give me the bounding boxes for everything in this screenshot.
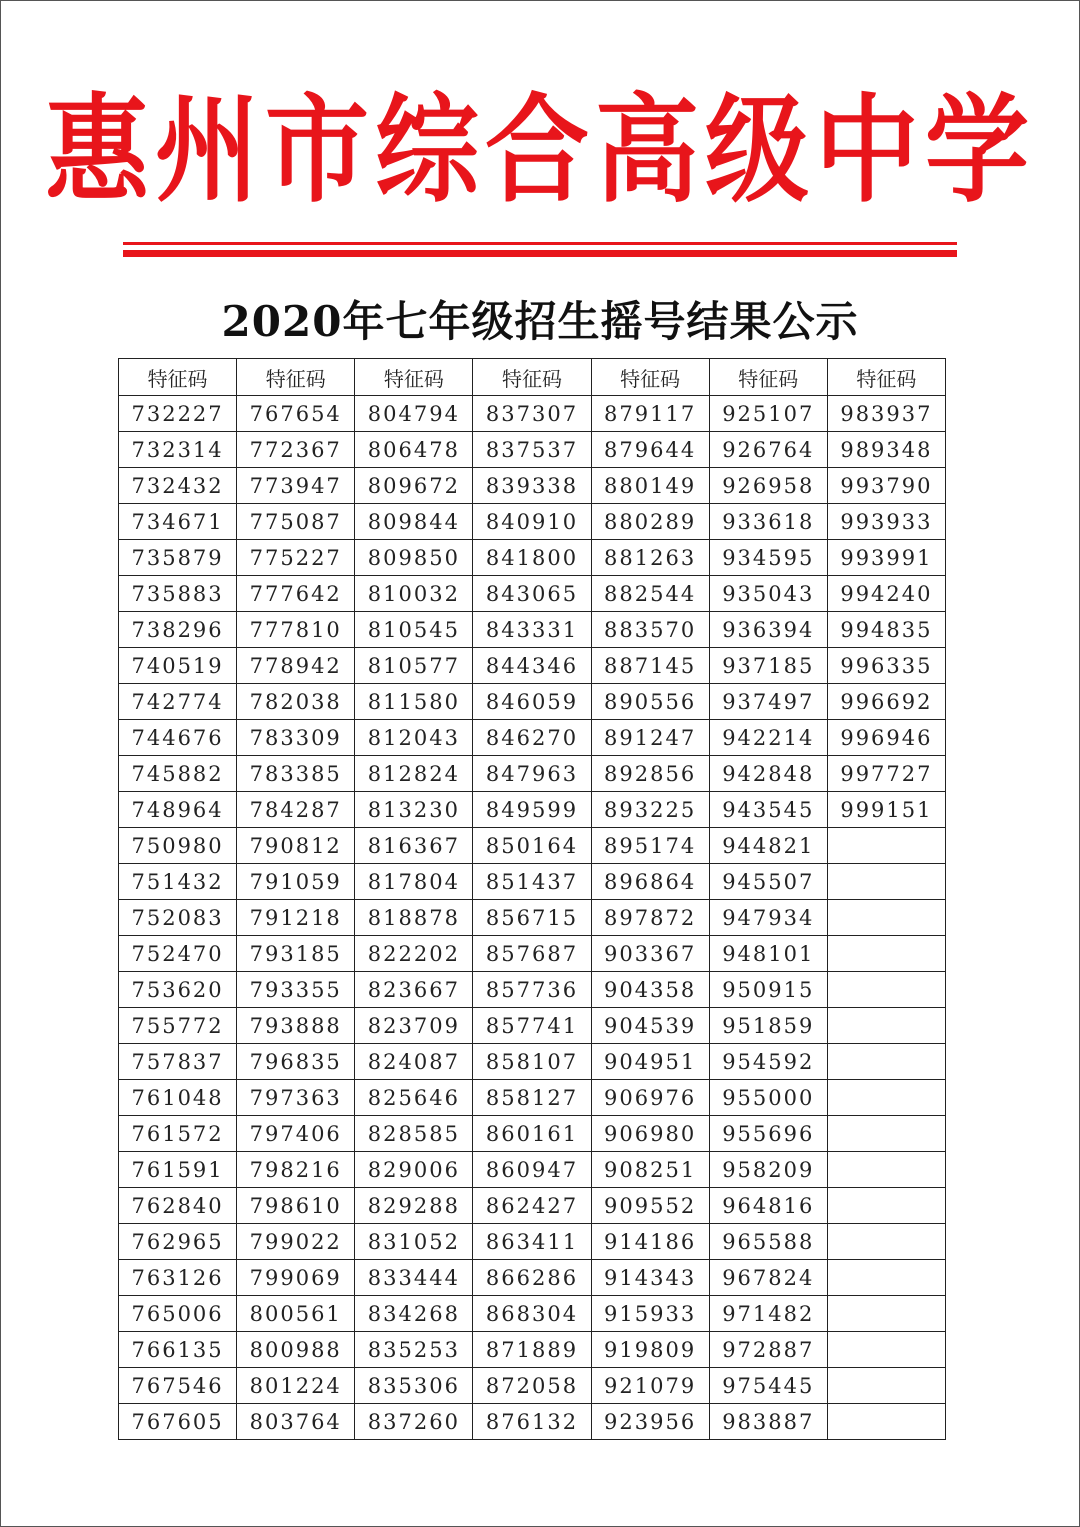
table-row bbox=[119, 1332, 946, 1368]
table-row bbox=[119, 1008, 946, 1044]
code-cell: 904951 bbox=[591, 1044, 709, 1080]
code-cell: 971482 bbox=[709, 1296, 827, 1332]
table-row bbox=[119, 396, 946, 432]
code-cell: 835306 bbox=[355, 1368, 473, 1404]
code-cell: 740519 bbox=[119, 648, 237, 684]
code-cell: 945507 bbox=[709, 864, 827, 900]
code-cell: 846270 bbox=[473, 720, 591, 756]
table-row bbox=[119, 1404, 946, 1440]
code-cell bbox=[827, 1080, 945, 1116]
code-cell bbox=[827, 1260, 945, 1296]
code-cell: 880149 bbox=[591, 468, 709, 504]
code-cell: 943545 bbox=[709, 792, 827, 828]
table-row bbox=[119, 1260, 946, 1296]
code-cell: 797406 bbox=[237, 1116, 355, 1152]
code-cell: 784287 bbox=[237, 792, 355, 828]
code-cell: 833444 bbox=[355, 1260, 473, 1296]
code-cell bbox=[827, 972, 945, 1008]
code-cell: 761572 bbox=[119, 1116, 237, 1152]
code-cell: 893225 bbox=[591, 792, 709, 828]
document-title: 2020年七年级招生摇号结果公示 bbox=[221, 297, 859, 346]
table-row bbox=[119, 828, 946, 864]
table-row bbox=[119, 972, 946, 1008]
table-row bbox=[119, 936, 946, 972]
code-cell: 823667 bbox=[355, 972, 473, 1008]
code-cell: 914186 bbox=[591, 1224, 709, 1260]
code-cell: 857741 bbox=[473, 1008, 591, 1044]
column-header: 特征码 bbox=[119, 359, 237, 396]
code-cell: 752083 bbox=[119, 900, 237, 936]
table-row bbox=[119, 612, 946, 648]
code-cell: 797363 bbox=[237, 1080, 355, 1116]
code-cell: 906976 bbox=[591, 1080, 709, 1116]
code-cell bbox=[827, 1296, 945, 1332]
code-cell: 958209 bbox=[709, 1152, 827, 1188]
code-cell: 767654 bbox=[237, 396, 355, 432]
code-cell: 950915 bbox=[709, 972, 827, 1008]
code-cell: 837537 bbox=[473, 432, 591, 468]
code-cell bbox=[827, 1368, 945, 1404]
code-cell: 796835 bbox=[237, 1044, 355, 1080]
table-row bbox=[119, 432, 946, 468]
code-cell: 813230 bbox=[355, 792, 473, 828]
code-cell: 904358 bbox=[591, 972, 709, 1008]
code-cell: 892856 bbox=[591, 756, 709, 792]
table-row bbox=[119, 1116, 946, 1152]
code-cell: 810032 bbox=[355, 576, 473, 612]
code-cell: 806478 bbox=[355, 432, 473, 468]
code-cell: 823709 bbox=[355, 1008, 473, 1044]
code-cell: 783309 bbox=[237, 720, 355, 756]
code-cell: 732227 bbox=[119, 396, 237, 432]
code-cell: 933618 bbox=[709, 504, 827, 540]
header-divider-thin bbox=[123, 242, 957, 245]
code-cell: 915933 bbox=[591, 1296, 709, 1332]
table-row bbox=[119, 468, 946, 504]
code-cell: 841800 bbox=[473, 540, 591, 576]
code-cell: 868304 bbox=[473, 1296, 591, 1332]
code-cell: 837260 bbox=[355, 1404, 473, 1440]
code-cell: 997727 bbox=[827, 756, 945, 792]
column-header: 特征码 bbox=[591, 359, 709, 396]
code-cell: 919809 bbox=[591, 1332, 709, 1368]
code-cell: 791059 bbox=[237, 864, 355, 900]
column-header: 特征码 bbox=[827, 359, 945, 396]
code-cell: 883570 bbox=[591, 612, 709, 648]
table-row bbox=[119, 1080, 946, 1116]
code-cell: 942214 bbox=[709, 720, 827, 756]
code-cell: 829006 bbox=[355, 1152, 473, 1188]
code-cell: 798610 bbox=[237, 1188, 355, 1224]
code-cell: 738296 bbox=[119, 612, 237, 648]
code-cell: 810545 bbox=[355, 612, 473, 648]
code-cell: 831052 bbox=[355, 1224, 473, 1260]
code-cell: 890556 bbox=[591, 684, 709, 720]
code-cell: 975445 bbox=[709, 1368, 827, 1404]
table-row bbox=[119, 1044, 946, 1080]
table-row bbox=[119, 576, 946, 612]
code-cell: 897872 bbox=[591, 900, 709, 936]
code-cell: 914343 bbox=[591, 1260, 709, 1296]
code-cell: 880289 bbox=[591, 504, 709, 540]
code-cell: 849599 bbox=[473, 792, 591, 828]
code-cell: 732432 bbox=[119, 468, 237, 504]
code-cell: 935043 bbox=[709, 576, 827, 612]
code-cell: 782038 bbox=[237, 684, 355, 720]
code-cell: 896864 bbox=[591, 864, 709, 900]
code-cell: 856715 bbox=[473, 900, 591, 936]
code-cell: 994835 bbox=[827, 612, 945, 648]
code-cell: 829288 bbox=[355, 1188, 473, 1224]
code-cell: 937497 bbox=[709, 684, 827, 720]
column-header: 特征码 bbox=[473, 359, 591, 396]
code-cell: 761048 bbox=[119, 1080, 237, 1116]
code-cell: 777810 bbox=[237, 612, 355, 648]
code-cell bbox=[827, 900, 945, 936]
table-row bbox=[119, 1152, 946, 1188]
code-cell: 857736 bbox=[473, 972, 591, 1008]
code-cell: 817804 bbox=[355, 864, 473, 900]
code-cell: 965588 bbox=[709, 1224, 827, 1260]
table-row bbox=[119, 900, 946, 936]
code-cell bbox=[827, 1116, 945, 1152]
code-cell: 793355 bbox=[237, 972, 355, 1008]
code-cell: 851437 bbox=[473, 864, 591, 900]
code-cell: 745882 bbox=[119, 756, 237, 792]
code-cell bbox=[827, 1044, 945, 1080]
code-cell: 847963 bbox=[473, 756, 591, 792]
code-cell: 816367 bbox=[355, 828, 473, 864]
code-cell: 793888 bbox=[237, 1008, 355, 1044]
code-cell: 891247 bbox=[591, 720, 709, 756]
table-row bbox=[119, 792, 946, 828]
lottery-results-table bbox=[118, 358, 946, 1440]
code-cell: 954592 bbox=[709, 1044, 827, 1080]
code-cell: 858107 bbox=[473, 1044, 591, 1080]
code-cell: 947934 bbox=[709, 900, 827, 936]
code-cell: 773947 bbox=[237, 468, 355, 504]
code-cell: 882544 bbox=[591, 576, 709, 612]
code-cell: 801224 bbox=[237, 1368, 355, 1404]
code-cell: 800988 bbox=[237, 1332, 355, 1368]
header-divider-thick bbox=[123, 250, 957, 257]
table-row bbox=[119, 756, 946, 792]
code-cell: 818878 bbox=[355, 900, 473, 936]
code-cell: 860947 bbox=[473, 1152, 591, 1188]
code-cell: 951859 bbox=[709, 1008, 827, 1044]
code-cell: 934595 bbox=[709, 540, 827, 576]
code-cell bbox=[827, 1188, 945, 1224]
code-cell: 803764 bbox=[237, 1404, 355, 1440]
code-cell: 840910 bbox=[473, 504, 591, 540]
code-cell: 906980 bbox=[591, 1116, 709, 1152]
code-cell bbox=[827, 1224, 945, 1260]
code-cell: 876132 bbox=[473, 1404, 591, 1440]
code-cell: 942848 bbox=[709, 756, 827, 792]
table-header-row bbox=[119, 359, 946, 396]
code-cell: 762840 bbox=[119, 1188, 237, 1224]
code-cell: 828585 bbox=[355, 1116, 473, 1152]
code-cell: 778942 bbox=[237, 648, 355, 684]
table-body bbox=[119, 396, 946, 1440]
code-cell: 837307 bbox=[473, 396, 591, 432]
table-row bbox=[119, 1224, 946, 1260]
code-cell: 810577 bbox=[355, 648, 473, 684]
code-cell: 860161 bbox=[473, 1116, 591, 1152]
column-header: 特征码 bbox=[709, 359, 827, 396]
code-cell: 809850 bbox=[355, 540, 473, 576]
code-cell bbox=[827, 1008, 945, 1044]
code-cell: 844346 bbox=[473, 648, 591, 684]
code-cell: 767605 bbox=[119, 1404, 237, 1440]
code-cell: 777642 bbox=[237, 576, 355, 612]
code-cell: 744676 bbox=[119, 720, 237, 756]
code-cell: 879117 bbox=[591, 396, 709, 432]
code-cell: 850164 bbox=[473, 828, 591, 864]
code-cell: 766135 bbox=[119, 1332, 237, 1368]
code-cell: 925107 bbox=[709, 396, 827, 432]
code-cell: 839338 bbox=[473, 468, 591, 504]
code-cell: 993933 bbox=[827, 504, 945, 540]
code-cell: 809844 bbox=[355, 504, 473, 540]
code-cell: 871889 bbox=[473, 1332, 591, 1368]
code-cell: 926764 bbox=[709, 432, 827, 468]
table-row bbox=[119, 720, 946, 756]
code-cell bbox=[827, 1332, 945, 1368]
code-cell: 793185 bbox=[237, 936, 355, 972]
table-row bbox=[119, 504, 946, 540]
code-cell: 753620 bbox=[119, 972, 237, 1008]
code-cell: 955696 bbox=[709, 1116, 827, 1152]
code-cell: 834268 bbox=[355, 1296, 473, 1332]
code-cell: 909552 bbox=[591, 1188, 709, 1224]
table-row bbox=[119, 684, 946, 720]
code-cell: 767546 bbox=[119, 1368, 237, 1404]
code-cell: 825646 bbox=[355, 1080, 473, 1116]
code-cell: 964816 bbox=[709, 1188, 827, 1224]
code-cell: 798216 bbox=[237, 1152, 355, 1188]
code-cell: 735883 bbox=[119, 576, 237, 612]
code-cell: 923956 bbox=[591, 1404, 709, 1440]
code-cell: 936394 bbox=[709, 612, 827, 648]
code-cell: 996946 bbox=[827, 720, 945, 756]
table-row bbox=[119, 648, 946, 684]
code-cell: 748964 bbox=[119, 792, 237, 828]
code-cell: 983937 bbox=[827, 396, 945, 432]
code-cell: 895174 bbox=[591, 828, 709, 864]
code-cell: 791218 bbox=[237, 900, 355, 936]
code-cell: 904539 bbox=[591, 1008, 709, 1044]
code-cell bbox=[827, 1404, 945, 1440]
code-cell bbox=[827, 1152, 945, 1188]
code-cell: 742774 bbox=[119, 684, 237, 720]
code-cell: 921079 bbox=[591, 1368, 709, 1404]
code-cell: 763126 bbox=[119, 1260, 237, 1296]
code-cell: 750980 bbox=[119, 828, 237, 864]
code-cell: 999151 bbox=[827, 792, 945, 828]
code-cell: 879644 bbox=[591, 432, 709, 468]
code-cell: 765006 bbox=[119, 1296, 237, 1332]
code-cell: 996692 bbox=[827, 684, 945, 720]
code-cell: 908251 bbox=[591, 1152, 709, 1188]
code-cell: 835253 bbox=[355, 1332, 473, 1368]
code-cell: 948101 bbox=[709, 936, 827, 972]
code-cell: 993991 bbox=[827, 540, 945, 576]
code-cell: 752470 bbox=[119, 936, 237, 972]
code-cell: 762965 bbox=[119, 1224, 237, 1260]
table-row bbox=[119, 864, 946, 900]
code-cell: 967824 bbox=[709, 1260, 827, 1296]
column-header: 特征码 bbox=[237, 359, 355, 396]
code-cell: 822202 bbox=[355, 936, 473, 972]
code-cell: 775087 bbox=[237, 504, 355, 540]
code-cell: 866286 bbox=[473, 1260, 591, 1296]
school-name-heading: 惠州市综合高级中学 bbox=[44, 81, 1035, 219]
code-cell: 732314 bbox=[119, 432, 237, 468]
code-cell: 843331 bbox=[473, 612, 591, 648]
code-cell: 926958 bbox=[709, 468, 827, 504]
code-cell: 751432 bbox=[119, 864, 237, 900]
code-cell: 735879 bbox=[119, 540, 237, 576]
code-cell: 972887 bbox=[709, 1332, 827, 1368]
code-cell: 812043 bbox=[355, 720, 473, 756]
table-row bbox=[119, 1188, 946, 1224]
code-cell: 887145 bbox=[591, 648, 709, 684]
code-cell: 846059 bbox=[473, 684, 591, 720]
table-row bbox=[119, 1296, 946, 1332]
code-cell bbox=[827, 864, 945, 900]
code-cell: 989348 bbox=[827, 432, 945, 468]
code-cell: 804794 bbox=[355, 396, 473, 432]
code-cell: 857687 bbox=[473, 936, 591, 972]
code-cell: 862427 bbox=[473, 1188, 591, 1224]
code-cell: 996335 bbox=[827, 648, 945, 684]
code-cell: 863411 bbox=[473, 1224, 591, 1260]
code-cell: 872058 bbox=[473, 1368, 591, 1404]
code-cell: 734671 bbox=[119, 504, 237, 540]
code-cell: 775227 bbox=[237, 540, 355, 576]
code-cell: 755772 bbox=[119, 1008, 237, 1044]
code-cell: 983887 bbox=[709, 1404, 827, 1440]
code-cell: 761591 bbox=[119, 1152, 237, 1188]
code-cell: 937185 bbox=[709, 648, 827, 684]
code-cell: 944821 bbox=[709, 828, 827, 864]
column-header: 特征码 bbox=[355, 359, 473, 396]
code-cell: 858127 bbox=[473, 1080, 591, 1116]
code-cell: 772367 bbox=[237, 432, 355, 468]
code-cell: 800561 bbox=[237, 1296, 355, 1332]
code-cell bbox=[827, 828, 945, 864]
code-cell: 955000 bbox=[709, 1080, 827, 1116]
code-cell: 790812 bbox=[237, 828, 355, 864]
code-cell: 824087 bbox=[355, 1044, 473, 1080]
table-row bbox=[119, 540, 946, 576]
code-cell: 993790 bbox=[827, 468, 945, 504]
code-cell: 812824 bbox=[355, 756, 473, 792]
code-cell: 783385 bbox=[237, 756, 355, 792]
code-cell bbox=[827, 936, 945, 972]
code-cell: 799069 bbox=[237, 1260, 355, 1296]
code-cell: 881263 bbox=[591, 540, 709, 576]
code-cell: 843065 bbox=[473, 576, 591, 612]
code-cell: 799022 bbox=[237, 1224, 355, 1260]
code-cell: 811580 bbox=[355, 684, 473, 720]
code-cell: 903367 bbox=[591, 936, 709, 972]
code-cell: 809672 bbox=[355, 468, 473, 504]
code-cell: 994240 bbox=[827, 576, 945, 612]
code-cell: 757837 bbox=[119, 1044, 237, 1080]
table-row bbox=[119, 1368, 946, 1404]
